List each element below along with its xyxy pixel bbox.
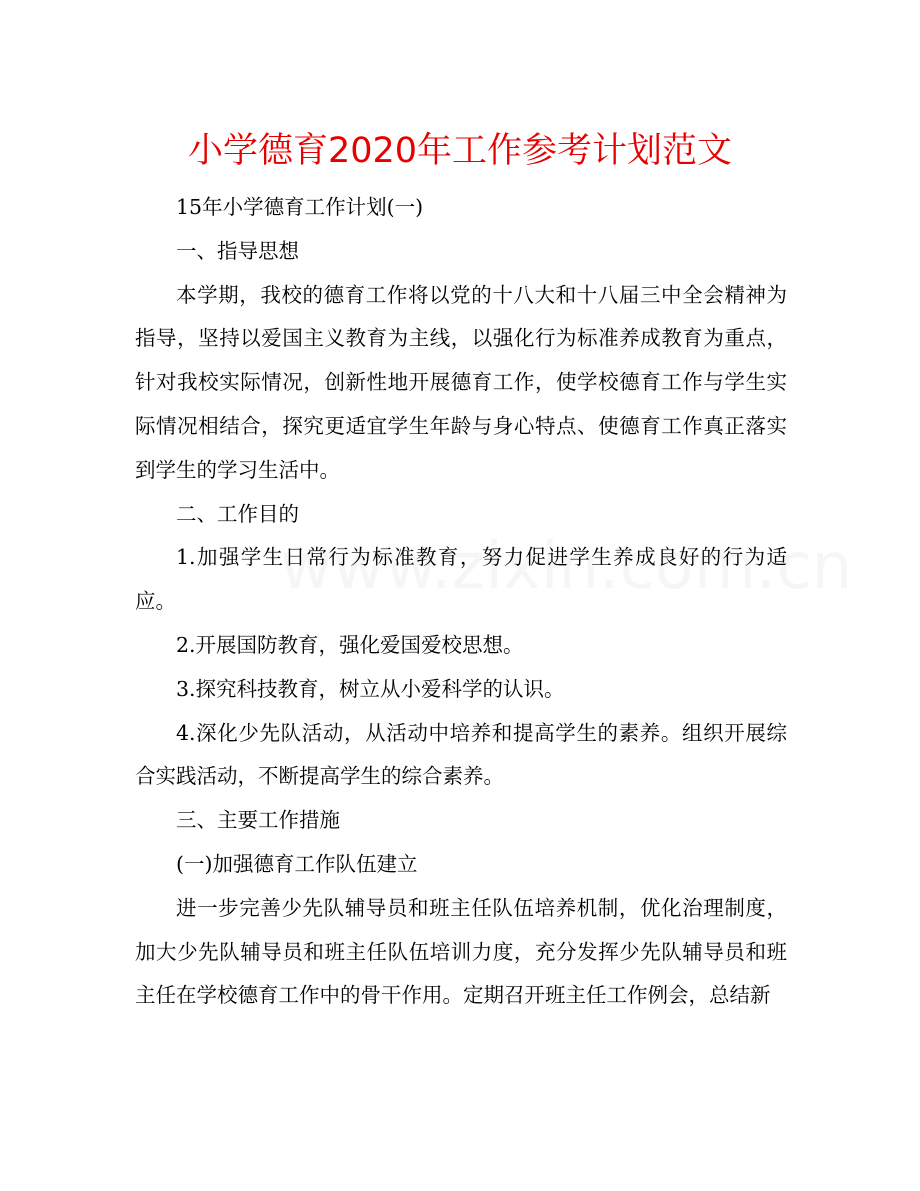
section-heading-work-goals: 二、工作目的 bbox=[176, 501, 299, 526]
goal-item-4: 4.深化少先队活动，从活动中培养和提高学生的素养。组织开展综合实践活动，不断提高学生的综合素养。 bbox=[135, 720, 787, 789]
goal-item-1: 1.加强学生日常行为标准教育，努力促进学生养成良好的行为适应。 bbox=[135, 545, 787, 614]
subsection-heading-team-building: (一)加强德育工作队伍建立 bbox=[176, 851, 418, 876]
section-heading-measures: 三、主要工作措施 bbox=[176, 808, 340, 833]
subtitle-paragraph: 15年小学德育工作计划(一) bbox=[176, 195, 424, 219]
document-body bbox=[135, 186, 787, 1018]
document-title: 小学德育2020年工作参考计划范文 bbox=[187, 131, 733, 171]
goal-item-2: 2.开展国防教育，强化爱国爱校思想。 bbox=[176, 632, 524, 657]
body-paragraph: 进一步完善少先队辅导员和班主任队伍培养机制，优化治理制度，加大少先队辅导员和班主任队伍培训力度，充分发挥少先队辅导员和班主任在学校德育工作中的骨干作用。定期召开班主任工作例会，总结新 bbox=[135, 895, 787, 1008]
goal-item-3: 3.探究科技教育，树立从小爱科学的认识。 bbox=[176, 676, 565, 701]
body-paragraph: 本学期，我校的德育工作将以党的十八大和十八届三中全会精神为指导，坚持以爱国主义教育为主线，以强化行为标准养成教育为重点，针对我校实际情况，创新性地开展德育工作，使学校德育工作与学生实际情况相结合，探究更适宜学生年龄与身心特点、使德育工作真正落实到学生的学习生活中。 bbox=[135, 282, 787, 482]
section-heading-guiding-ideology: 一、指导思想 bbox=[176, 238, 299, 263]
